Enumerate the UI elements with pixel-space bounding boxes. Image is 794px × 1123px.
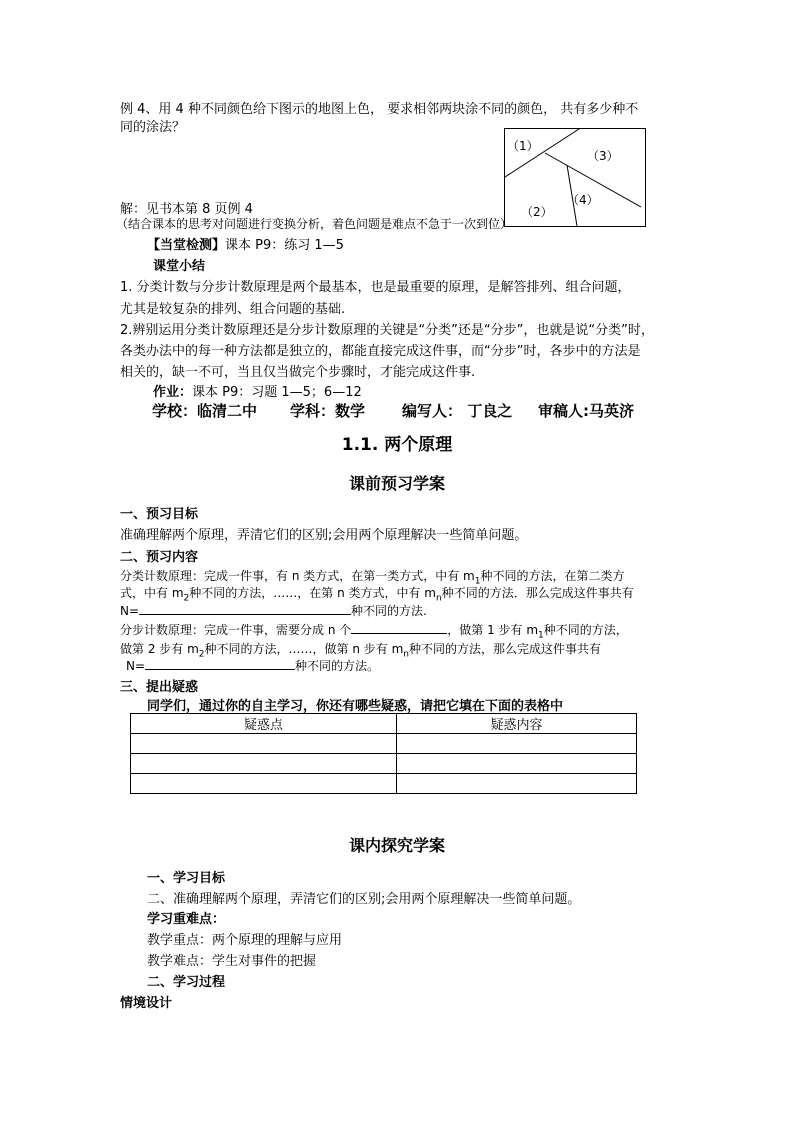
example-question-line1: 例 4、用 4 种不同颜色给下图示的地图上色， 要求相邻两块涂不同的颜色， 共有多少种不 [120,102,639,117]
author-reviewer: 审稿人:马英济 [538,402,634,420]
map-label-4: （4） [567,193,599,207]
mul-principle-text-b: ，做第 1 步有 m [447,623,539,637]
add-principle-text-a: 分类计数原理：完成一件事，有 n 类方式，在第一类方式，中有 m [120,569,475,583]
map-label-3: （3） [587,149,619,163]
inclass-process-heading: 二、学习过程 [147,975,226,990]
table-row [131,734,637,754]
summary-title: 课堂小结 [153,259,206,274]
add-principle-answer-blank[interactable] [139,602,351,615]
classroom-check [147,234,344,253]
example-solution: 解：见书本第 8 页例 4 [120,202,253,217]
preview-goal: 准确理解两个原理，弄清它们的区别;会用两个原理解决一些简单问题。 [120,528,528,543]
table-cell[interactable] [397,754,637,774]
mul-principle-text-c: 种不同的方法， [543,623,628,637]
inclass-title: 课内探究学案 [348,836,445,855]
homework [153,381,362,400]
question-table [130,713,637,794]
subscript-2: 2 [183,593,190,604]
add-principle-n-label: N= [120,604,140,618]
question-heading: 三、提出疑惑 [120,680,199,695]
table-cell[interactable] [397,734,637,754]
add-principle-text-b: 种不同的方法，在第二类方 [480,569,625,583]
subscript-2b: 2 [198,649,205,660]
inclass-goal-heading: 一、学习目标 [147,871,226,886]
table-header-content: 疑惑内容 [397,714,637,734]
mul-principle-text-g: 种不同的方法。 [295,659,380,673]
summary-p1-line2: 尤其是较复杂的排列、组合问题的基础. [120,302,346,317]
summary-p2-line1: 2.辨别运用分类计数原理还是分步计数原理的关键是“分类”还是“分步”，也就是说“分类”时， [120,323,654,338]
check-text: 课本 P9：练习 1—5 [225,238,344,253]
subscript-n: n [436,593,442,604]
inclass-difficulty: 教学难点：学生对事件的把握 [147,954,317,969]
summary-p2-line3: 相关的，缺一不可，当且仅当做完个步骤时，才能完成这件事. [120,365,476,380]
mul-principle-answer-blank[interactable] [145,657,295,670]
section-title: 1.1. 两个原理 [341,435,453,455]
add-principle-text-d: 种不同的方法，……，在第 n 类方式，中有 m [189,586,436,600]
map-label-2: （2） [521,205,553,219]
add-principle-line2 [120,584,634,603]
author-writer: 编写人： 丁良之 [402,402,513,420]
mul-principle-line3 [126,657,379,674]
preview-title: 课前预习学案 [348,474,445,493]
table-row [131,754,637,774]
subscript-1b: 1 [538,630,544,641]
summary-p2-line2: 各类办法中的每一种方法都是独立的，都能直接完成这件事，而“分步”时，各步中的方法是 [120,344,641,359]
mul-principle-text-d: 做第 2 步有 m [120,642,199,656]
add-principle-text-f: 种不同的方法. [351,604,427,618]
author-school: 学校：临清二中 [152,402,258,420]
check-label: 【当堂检测】 [147,238,226,253]
add-principle-text-c: 式，中有 m [120,586,184,600]
mul-principle-steps-blank[interactable] [351,621,447,634]
table-row [131,774,637,794]
example-note: （结合课本的思考对问题进行变换分析，着色问题是难点不急于一次到位） [116,217,513,231]
preview-goal-heading: 一、预习目标 [120,507,199,522]
mul-principle-text-f: 种不同的方法，那么完成这件事共有 [408,642,601,656]
subscript-nb: n [403,649,409,660]
add-principle-line3 [120,602,427,619]
summary-p1-line1: 1. 分类计数与分步计数原理是两个最基本，也是最重要的原理，是解答排列、组合问题， [120,280,631,295]
preview-content-heading: 二、预习内容 [120,550,199,565]
inclass-key-title: 学习重难点： [147,912,226,927]
homework-label: 作业： [153,385,193,400]
author-subject: 学科：数学 [290,402,366,420]
table-cell[interactable] [397,774,637,794]
homework-text: 课本 P9：习题 1—5；6—12 [192,385,362,400]
mul-principle-line1 [120,621,628,640]
mul-principle-text-a: 分步计数原理：完成一件事，需要分成 n 个 [120,623,352,637]
subscript-1: 1 [474,576,481,587]
example-question-line2: 同的涂法？ [120,120,186,135]
map-label-1: （1） [507,139,539,153]
map-figure [504,128,646,227]
inclass-scenario: 情境设计 [120,996,173,1011]
inclass-key-point: 教学重点：两个原理的理解与应用 [147,933,343,948]
question-prompt: 同学们，通过你的自主学习，你还有哪些疑惑，请把它填在下面的表格中 [147,699,564,714]
table-cell[interactable] [131,774,397,794]
mul-principle-text-e: 种不同的方法，……，做第 n 步有 m [204,642,404,656]
mul-principle-n-label: N= [126,659,146,673]
table-cell[interactable] [131,734,397,754]
inclass-goal: 二、准确理解两个原理，弄清它们的区别;会用两个原理解决一些简单问题。 [147,892,581,907]
table-header-row [131,714,637,734]
add-principle-text-e: 种不同的方法．那么完成这件事共有 [441,586,634,600]
table-cell[interactable] [131,754,397,774]
table-header-points: 疑惑点 [131,714,397,734]
